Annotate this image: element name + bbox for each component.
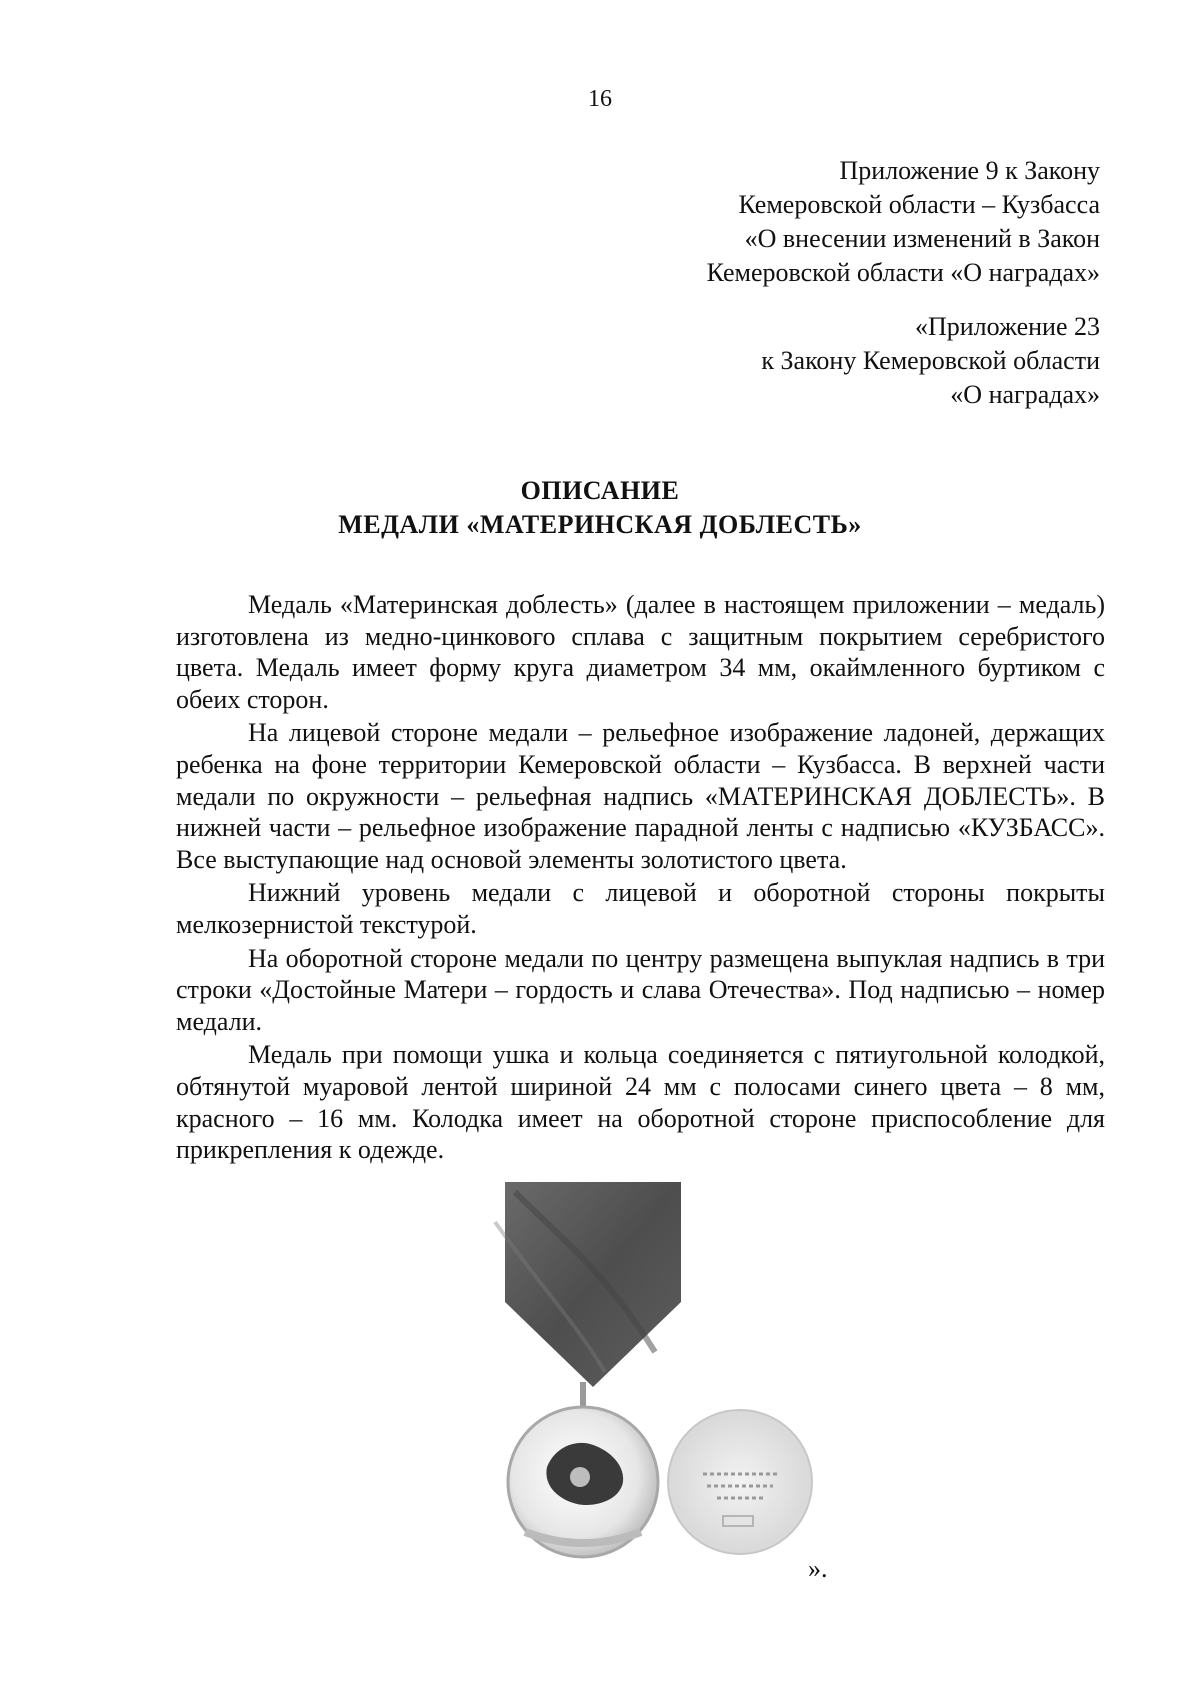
medal-front: [508, 1407, 658, 1557]
description-body: [176, 589, 1105, 1166]
appendix-line: к Закону Кемеровской области: [761, 346, 1100, 375]
appendix-line: Приложение 9 к Закону: [839, 156, 1100, 185]
appendix-line: Кемеровской области – Кузбасса: [738, 190, 1100, 219]
law-appendix-block: [500, 310, 1100, 412]
appendix-line: «О наградах»: [950, 380, 1100, 409]
appendix-line: «Приложение 23: [914, 312, 1100, 341]
paragraph: На оборотной стороне медали по центру размещена выпуклая надпись в три строки «Достойные Матери – гордость и слава Отечества». Под надписью – номер медали.: [176, 943, 1105, 1036]
title-line-1: ОПИСАНИЕ: [520, 476, 680, 505]
medal-reverse: [668, 1410, 812, 1554]
appendix-line: «О внесении изменений в Закон: [744, 224, 1100, 253]
paragraph: Нижний уровень медали с лицевой и оборотной стороны покрыты мелкозернистой текстурой.: [176, 878, 1105, 939]
appendix-reference-block: [500, 154, 1100, 290]
title-line-2: МЕДАЛИ «МАТЕРИНСКАЯ ДОБЛЕСТЬ»: [338, 510, 862, 539]
medal-image: [455, 1182, 875, 1592]
appendix-line: Кемеровской области «О наградах»: [706, 258, 1100, 287]
closing-quote: ».: [808, 1554, 828, 1583]
paragraph: Медаль при помощи ушка и кольца соединяется с пятиугольной колодкой, обтянутой муаровой лентой шириной 24 мм с полосами синего цвета – 8 мм, красного – 16 мм. Колодка имеет на оборотной стороне приспособление для прикрепления к одежде.: [176, 1040, 1105, 1165]
page-number: 16: [588, 86, 612, 112]
paragraph: Медаль «Материнская доблесть» (далее в настоящем приложении – медаль) изготовлена из медно-цинкового сплава с защитным покрытием серебристого цвета. Медаль имеет форму круга диаметром 34 мм, окаймленного буртиком с обеих сторон.: [176, 590, 1105, 714]
paragraph: На лицевой стороне медали – рельефное изображение ладоней, держащих ребенка на фоне территории Кемеровской области – Кузбасса. В верхней части медали по окружности – рельефная надпись «МАТЕРИНСКАЯ ДОБЛЕСТЬ». В нижней части – рельефное изображение парадной ленты с надписью «КУЗБАСС». Все выступающие над основой элементы золотистого цвета.: [176, 718, 1105, 874]
ribbon-bar: [495, 1182, 681, 1387]
document-title: [0, 474, 1200, 542]
